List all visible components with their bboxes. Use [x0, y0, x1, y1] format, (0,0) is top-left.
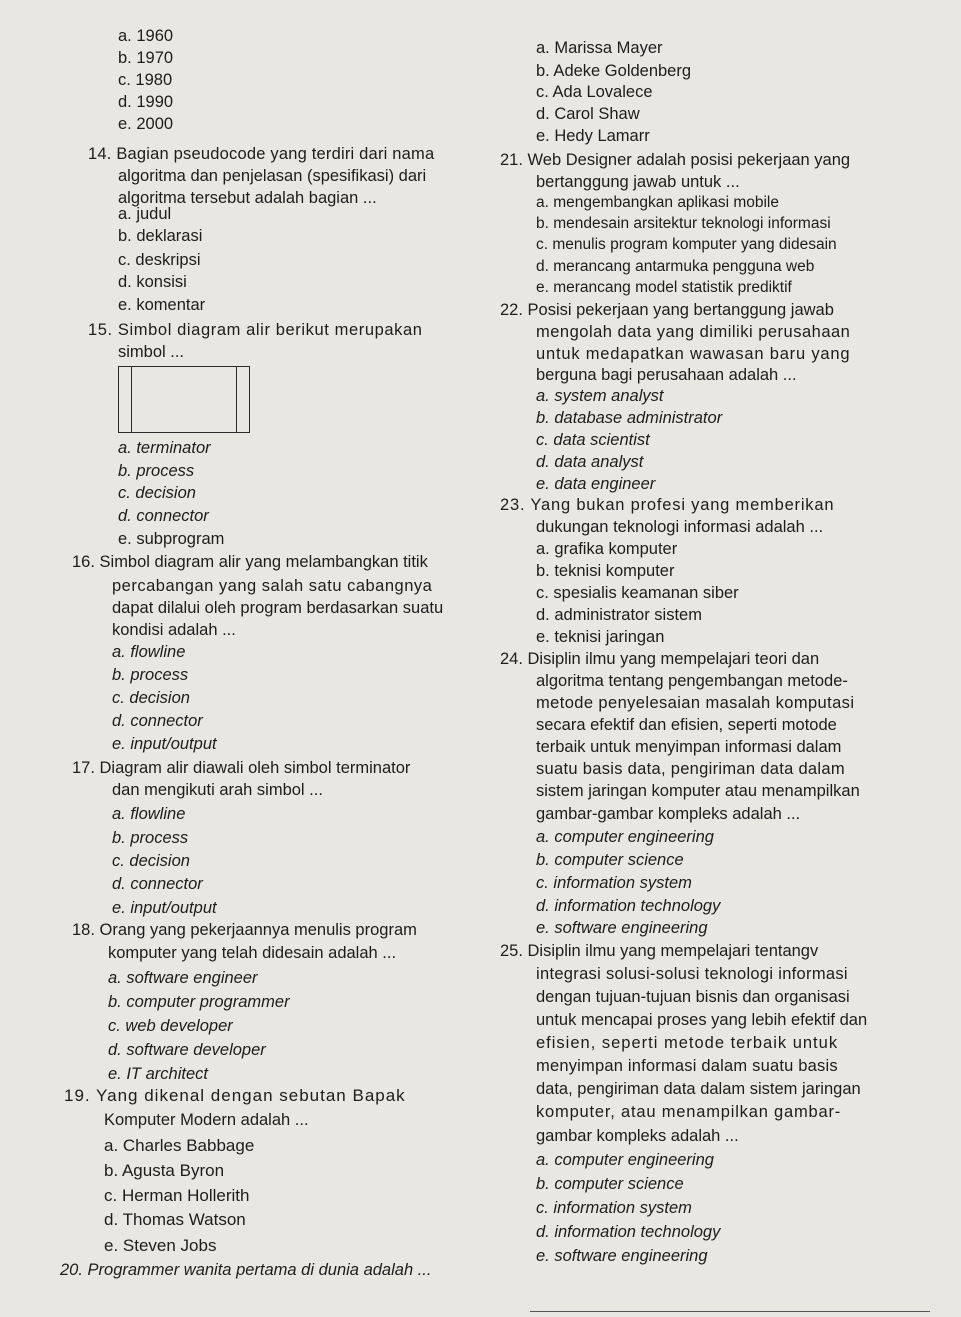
question-24-line: algoritma tentang pengembangan metode- — [536, 672, 848, 690]
option: b. Adeke Goldenberg — [536, 62, 692, 80]
option: a. terminator — [118, 439, 211, 457]
question-25-line: efisien, seperti metode terbaik untuk — [536, 1034, 839, 1052]
option: c. Herman Hollerith — [104, 1186, 250, 1205]
question-25-line: gambar kompleks adalah ... — [536, 1127, 739, 1145]
subprogram-flowchart-symbol — [118, 366, 250, 433]
question-15-line: 15. Simbol diagram alir berikut merupakan — [88, 321, 423, 339]
question-14-line: algoritma dan penjelasan (spesifikasi) dari — [118, 167, 427, 185]
option: a. system analyst — [536, 387, 664, 405]
option: c. menulis program komputer yang didesain — [536, 236, 837, 253]
question-24-line: 24. Disiplin ilmu yang mempelajari teori dan — [500, 650, 820, 668]
option: d. data analyst — [536, 453, 644, 471]
question-17-line: dan mengikuti arah simbol ... — [112, 781, 323, 799]
question-22-line: mengolah data yang dimiliki perusahaan — [536, 323, 851, 341]
option: b. computer science — [536, 851, 684, 869]
question-24-line: metode penyelesaian masalah komputasi — [536, 694, 855, 712]
question-25-line: integrasi solusi-solusi teknologi informasi — [536, 965, 848, 983]
option: d. konsisi — [118, 273, 187, 291]
option: e. Hedy Lamarr — [536, 127, 650, 145]
option: b. 1970 — [118, 49, 174, 67]
option: e. IT architect — [108, 1065, 208, 1083]
question-21-line: 21. Web Designer adalah posisi pekerjaan yang — [500, 151, 851, 169]
question-17-line: 17. Diagram alir diawali oleh simbol terminator — [72, 759, 411, 777]
question-24-line: secara efektif dan efisien, seperti motode — [536, 716, 837, 734]
question-21-line: bertanggung jawab untuk ... — [536, 173, 740, 191]
option: a. computer engineering — [536, 828, 714, 846]
question-25-line: komputer, atau menampilkan gambar- — [536, 1103, 842, 1121]
option: b. computer programmer — [108, 993, 290, 1011]
option: e. subprogram — [118, 530, 225, 548]
option: c. 1980 — [118, 71, 173, 89]
option: e. software engineering — [536, 919, 708, 937]
option: d. merancang antarmuka pengguna web — [536, 258, 815, 275]
question-15-line: simbol ... — [118, 343, 185, 361]
option: a. flowline — [112, 805, 186, 823]
option: e. input/output — [112, 735, 217, 753]
option: d. connector — [112, 712, 203, 730]
option: e. teknisi jaringan — [536, 628, 665, 646]
question-14-line: 14. Bagian pseudocode yang terdiri dari nama — [88, 145, 435, 163]
question-25-line: menyimpan informasi dalam suatu basis — [536, 1057, 838, 1075]
option: a. Charles Babbage — [104, 1136, 255, 1155]
question-19-line: Komputer Modern adalah ... — [104, 1111, 309, 1129]
option: b. process — [112, 666, 189, 684]
question-16-line: dapat dilalui oleh program berdasarkan suatu — [112, 599, 444, 617]
question-18-line: 18. Orang yang pekerjaannya menulis program — [72, 921, 417, 939]
page-bottom-rule — [530, 1311, 930, 1312]
option: b. process — [118, 462, 195, 480]
question-22-line: untuk medapatkan wawasan baru yang — [536, 345, 851, 363]
question-24-line: gambar-gambar kompleks adalah ... — [536, 805, 801, 823]
question-20-line: 20. Programmer wanita pertama di dunia adalah ... — [60, 1261, 432, 1279]
option: d. connector — [118, 507, 209, 525]
option: d. software developer — [108, 1041, 266, 1059]
option: c. decision — [118, 484, 196, 502]
option: c. decision — [112, 689, 190, 707]
question-25-line: untuk mencapai proses yang lebih efektif dan — [536, 1011, 868, 1029]
option: a. 1960 — [118, 27, 174, 45]
option: e. data engineer — [536, 475, 656, 493]
option: b. database administrator — [536, 409, 723, 427]
option: a. grafika komputer — [536, 540, 678, 558]
option: e. 2000 — [118, 115, 174, 133]
option: b. computer science — [536, 1175, 684, 1193]
option: a. mengembangkan aplikasi mobile — [536, 194, 779, 211]
option: c. Ada Lovalece — [536, 83, 653, 101]
question-22-line: 22. Posisi pekerjaan yang bertanggung jawab — [500, 301, 834, 319]
option: d. information technology — [536, 897, 721, 915]
question-25-line: data, pengiriman data dalam sistem jaringan — [536, 1080, 861, 1098]
question-23-line: dukungan teknologi informasi adalah ... — [536, 518, 824, 536]
question-16-line: kondisi adalah ... — [112, 621, 236, 639]
option: c. deskripsi — [118, 251, 201, 269]
option: e. merancang model statistik prediktif — [536, 279, 792, 296]
option: b. deklarasi — [118, 227, 203, 245]
question-14-line: algoritma tersebut adalah bagian ... — [118, 189, 377, 207]
option: a. software engineer — [108, 969, 258, 987]
option: e. komentar — [118, 296, 206, 314]
option: b. teknisi komputer — [536, 562, 675, 580]
question-16-line: percabangan yang salah satu cabangnya — [112, 577, 433, 595]
option: d. connector — [112, 875, 203, 893]
option: d. information technology — [536, 1223, 721, 1241]
option: c. decision — [112, 852, 190, 870]
option: c. web developer — [108, 1017, 233, 1035]
option: e. input/output — [112, 899, 217, 917]
option: d. administrator sistem — [536, 606, 702, 624]
question-24-line: terbaik untuk menyimpan informasi dalam — [536, 738, 842, 756]
option: e. Steven Jobs — [104, 1236, 217, 1255]
option: b. process — [112, 829, 189, 847]
question-18-line: komputer yang telah didesain adalah ... — [108, 944, 397, 962]
option: c. spesialis keamanan siber — [536, 584, 739, 602]
question-19-line: 19. Yang dikenal dengan sebutan Bapak — [64, 1086, 406, 1105]
option: c. information system — [536, 1199, 692, 1217]
option: d. Thomas Watson — [104, 1210, 246, 1229]
question-24-line: suatu basis data, pengiriman data dalam — [536, 760, 845, 778]
question-25-line: dengan tujuan-tujuan bisnis dan organisasi — [536, 988, 850, 1006]
option: d. Carol Shaw — [536, 105, 640, 123]
option: a. flowline — [112, 643, 186, 661]
option: c. data scientist — [536, 431, 650, 449]
question-23-line: 23. Yang bukan profesi yang memberikan — [500, 496, 835, 514]
option: d. 1990 — [118, 93, 174, 111]
question-25-line: 25. Disiplin ilmu yang mempelajari tentangv — [500, 942, 819, 960]
option: a. computer engineering — [536, 1151, 714, 1169]
question-16-line: 16. Simbol diagram alir yang melambangkan titik — [72, 553, 428, 571]
option: b. Agusta Byron — [104, 1161, 225, 1180]
option: b. mendesain arsitektur teknologi informasi — [536, 215, 831, 232]
option: a. Marissa Mayer — [536, 39, 663, 57]
option: a. judul — [118, 205, 172, 223]
question-24-line: sistem jaringan komputer atau menampilkan — [536, 782, 860, 800]
option: c. information system — [536, 874, 692, 892]
question-22-line: berguna bagi perusahaan adalah ... — [536, 366, 797, 384]
option: e. software engineering — [536, 1247, 708, 1265]
